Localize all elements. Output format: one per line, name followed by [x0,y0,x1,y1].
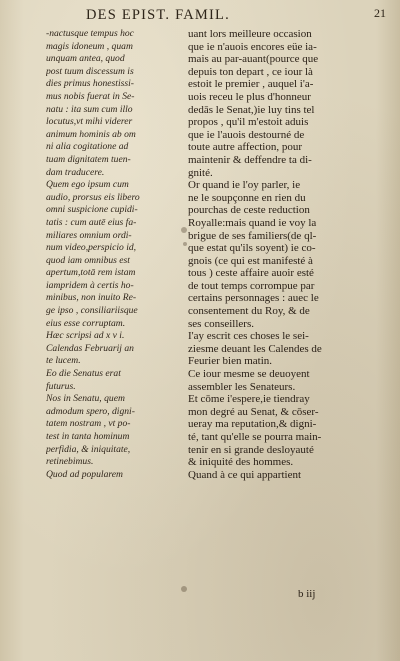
latin-text-line: quod iam omnibus est [46,254,130,266]
french-text-line: gnois (ce qui est manifesté à [188,254,313,267]
ink-spot [181,227,187,233]
latin-text-column [46,28,184,481]
signature-mark: b iij [298,588,316,600]
latin-text-line: apertum,totā rem istam [46,267,136,279]
latin-text-line: tatis : cum autē eius fa- [46,216,137,228]
french-text-line: & iniquité des hommes. [188,456,294,469]
french-text-line: ziesme deuant les Calendes de [188,342,322,355]
french-text-line: I'ay escrit ces choses le sei- [188,330,309,343]
french-text-line: ses conseillers. [188,317,254,330]
latin-text-line: Quod ad popularem [46,468,123,480]
french-text-line: Ce iour mesme se deuoyent [188,368,310,381]
latin-text-line: unquam antea, quod [46,53,125,65]
french-text-line: propos , qu'il m'estoit aduis [188,116,309,129]
latin-text-line: futurus. [46,380,76,392]
latin-text-line: iampridem à certis ho- [46,279,134,291]
latin-text-line: -nactusque tempus hoc [46,28,134,39]
french-text-line: ne le soupçonne en rien du [188,191,306,204]
french-text-line: que ie l'auois destourné de [188,128,305,141]
latin-text-line: test in tanta hominum [46,431,130,442]
french-text-line: assembler les Senateurs. [188,380,296,393]
french-text-line: toute autre affection, pour [188,141,303,154]
french-text-line: mais au par-auant(pource que [188,53,319,66]
latin-text-line: magis idoneum , quam [46,40,133,52]
latin-text-line: Hæc scripsi ad x v i. [46,330,125,342]
latin-text-line: Calendas Februarij an [46,342,134,354]
french-text-line: Feurier bien matin. [188,355,273,368]
latin-text-line: dies primus honestissi- [46,78,134,90]
french-text-line: brigue de ses familiers(de ql- [188,229,317,242]
french-text-line: que ie n'auois encores eüe ia- [188,40,317,53]
french-text-line: gnité. [188,166,213,179]
latin-text-line: te lucem. [46,355,81,367]
latin-text-line: retinebimus. [46,456,94,468]
french-text-line: Quand à ce qui appartient [188,468,302,481]
latin-text-line: mus nobis fuerat in Se- [46,90,135,102]
latin-text-line: omni suspicione cupidi- [46,204,138,216]
latin-text-line: tatem nostram , vt po- [46,418,131,430]
latin-text-line: locutus,vt mihi viderer [46,116,133,128]
latin-text-line: tuam dignitatem tuen- [46,153,131,165]
french-text-line: té, tant qu'elle se pourra main- [188,431,322,443]
french-text-line: dedās le Senat,)ie luy tins tel [188,103,315,116]
page-number: 21 [374,6,386,20]
french-text-column [188,28,390,481]
latin-text-line: eius esse corruptam. [46,317,126,329]
latin-text-line: audio, prorsus eis libero [46,191,140,203]
running-head [0,4,400,24]
french-text-line: mon degré au Senat, & cōser- [188,405,319,418]
french-text-line: maintenir & deffendre ta di- [188,153,312,166]
french-text-line: depuis ton depart , ce iour là [188,65,313,78]
latin-text-line: ni alia cogitatione ad [46,141,129,153]
french-text-line: pourchas de ceste reduction [188,204,310,217]
latin-text-line: minibus, non inuito Re- [46,292,137,304]
latin-text-line: Eo die Senatus erat [46,368,121,380]
latin-text-line: Quem ego ipsum cum [46,179,129,191]
french-text-line: tenir en si grande desloyauté [188,443,314,456]
latin-text-line: animum hominis ab om [46,128,136,140]
running-head-title: DES EPIST. FAMIL. [86,7,230,23]
latin-text-line: Nos in Senatu, quem [46,393,125,405]
french-text-line: consentement du Roy, & de [188,305,310,318]
french-text-line: Or quand ie l'oy parler, ie [188,179,301,192]
french-text-line: Et cōme i'espere,ie tiendray [188,393,310,406]
french-text-line: uois receu le plus d'honneur [188,90,311,103]
french-text-line: que estat qu'ils soyent) ie co- [188,242,316,255]
french-text-line: ueray ma reputation,& digni- [188,418,317,431]
latin-text-line: dam traducere. [46,166,105,178]
french-text-line: de tout temps corrompue par [188,279,315,292]
french-text-line: Royalle:mais quand ie voy la [188,216,317,229]
latin-text-line: miliares omnium ordi- [46,229,132,241]
ink-spot [183,242,187,246]
latin-text-line: perfidia, & iniquitate, [46,443,131,455]
french-text-line: estoit le premier , auquel i'a- [188,78,314,91]
latin-text-line: post tuum discessum is [46,65,134,77]
ink-spot [181,586,187,592]
french-text-line: certains personnages : auec le [188,292,319,305]
latin-text-line: natu : ita sum cum illo [46,103,133,115]
latin-text-line: ge ipso , consiliariisque [46,305,138,317]
french-text-line: uant lors meilleure occasion [188,28,312,40]
french-text-line: tous ) ceste affaire auoir esté [188,267,314,280]
latin-text-line: num video,perspicio id, [46,242,137,254]
latin-text-line: admodum spero, digni- [46,405,135,417]
